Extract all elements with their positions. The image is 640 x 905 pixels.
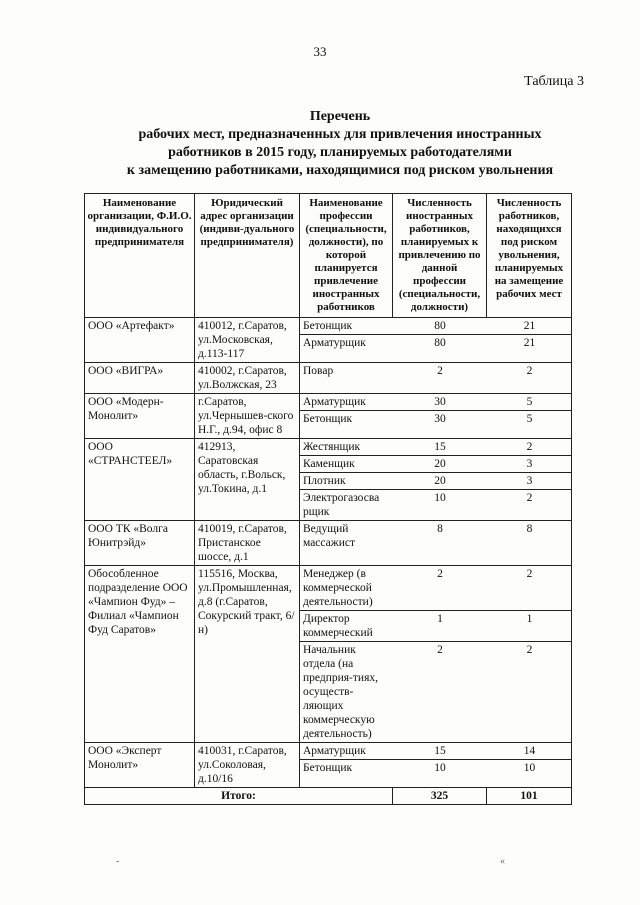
profession-name: Каменщик xyxy=(300,456,393,473)
profession-row xyxy=(300,318,572,335)
foreign-workers-count: 15 xyxy=(393,439,487,456)
total-replacement: 101 xyxy=(487,788,572,805)
profession-row xyxy=(300,566,572,611)
organization-name: ООО «СТРАНСТЕЕЛ» xyxy=(85,439,195,521)
total-label: Итого: xyxy=(85,788,393,805)
legal-address: 115516, Москва, ул.Промышленная, д.8 (г.Саратов, Сокурский тракт, 6/н) xyxy=(195,566,300,743)
profession-row xyxy=(300,760,572,777)
total-foreign: 325 xyxy=(393,788,487,805)
foreign-workers-count: 10 xyxy=(434,762,446,774)
legal-address: 410019, г.Саратов, Пристанское шоссе, д.1 xyxy=(195,521,300,566)
foreign-workers-count: 10 xyxy=(434,492,446,504)
profession-name: Повар xyxy=(303,365,334,377)
replacement-workers-count: 2 xyxy=(487,566,572,611)
profession-list xyxy=(300,521,572,566)
profession-name: Плотник xyxy=(300,473,393,490)
profession-row xyxy=(300,521,572,551)
foreign-workers-count: 1 xyxy=(393,611,487,642)
legal-address: 412913, Саратовская область, г.Вольск, ул.Токина, д.1 xyxy=(195,439,300,521)
foreign-workers-count: 2 xyxy=(437,365,443,377)
header-address: Юридический адрес организации (индиви-дуального предпринимателя) xyxy=(195,194,300,318)
foreign-workers-count: 20 xyxy=(393,456,487,473)
profession-row xyxy=(300,363,572,379)
foreign-workers-count: 80 xyxy=(393,318,487,335)
table-header-row xyxy=(85,194,572,318)
foreign-workers-count: 20 xyxy=(393,473,487,490)
replacement-workers-count: 8 xyxy=(526,523,533,535)
profession-row xyxy=(300,411,572,428)
table-row xyxy=(85,566,572,743)
replacement-workers-count: 1 xyxy=(487,611,572,642)
profession-name: Ведущий массажист xyxy=(303,523,355,549)
profession-name: Арматурщик xyxy=(300,394,393,411)
profession-list xyxy=(300,363,572,394)
profession-row xyxy=(300,611,572,642)
table-label: Таблица 3 xyxy=(524,74,584,89)
replacement-workers-count: 14 xyxy=(487,743,572,760)
table-row xyxy=(85,743,572,788)
foreign-workers-count: 30 xyxy=(393,394,487,411)
organization-name: ООО ТК «Волга Юнитрэйд» xyxy=(85,521,195,566)
header-profession: Наименование профессии (специальности, должности), по которой планируется привлечение иностранных работников xyxy=(300,194,393,318)
foreign-workers-count: 30 xyxy=(434,413,446,425)
profession-name: Менеджер (в коммерческой деятельности) xyxy=(300,566,393,611)
profession-row xyxy=(300,642,572,743)
replacement-workers-count: 5 xyxy=(487,394,572,411)
title-line: рабочих мест, предназначенных для привлечения иностранных xyxy=(138,127,542,142)
table-row xyxy=(85,439,572,521)
replacement-workers-count: 21 xyxy=(523,337,536,349)
foreign-workers-count: 8 xyxy=(437,523,443,535)
profession-row xyxy=(300,335,572,352)
replacement-workers-count: 2 xyxy=(526,492,533,504)
profession-name: Бетонщик xyxy=(303,762,353,774)
document-title xyxy=(60,108,620,180)
legal-address: 410031, г.Саратов, ул.Соколовая, д.10/16 xyxy=(195,743,300,788)
replacement-workers-count: 10 xyxy=(523,762,536,774)
table-row xyxy=(85,318,572,363)
foreign-workers-count: 80 xyxy=(434,337,446,349)
organization-name: ООО «Эксперт Монолит» xyxy=(85,743,195,788)
table-body xyxy=(85,318,572,788)
profession-name: Бетонщик xyxy=(303,413,353,425)
header-organization: Наименование организации, Ф.И.О. индивидуального предпринимателя xyxy=(85,194,195,318)
replacement-workers-count: 3 xyxy=(487,456,572,473)
total-row xyxy=(85,788,572,805)
profession-row xyxy=(300,456,572,473)
replacement-workers-count: 2 xyxy=(526,644,533,656)
table-row xyxy=(85,394,572,439)
profession-name: Бетонщик xyxy=(300,318,393,335)
replacement-workers-count: 3 xyxy=(487,473,572,490)
profession-list xyxy=(300,743,572,788)
profession-name: Электрогазосва рщик xyxy=(303,492,380,518)
profession-list xyxy=(300,318,572,363)
profession-list xyxy=(300,566,572,743)
profession-name: Директор коммерческий xyxy=(300,611,393,642)
profession-row xyxy=(300,439,572,456)
footer-mark: « xyxy=(500,856,505,867)
table-row xyxy=(85,521,572,566)
foreign-workers-count: 2 xyxy=(393,566,487,611)
organization-name: ООО «ВИГРА» xyxy=(85,363,195,394)
profession-name: Начальник отдела (на предприя-тиях, осуществ-ляющих коммерческую деятельность) xyxy=(303,644,378,740)
replacement-workers-count: 2 xyxy=(526,365,533,377)
legal-address: 410012, г.Саратов, ул.Московская, д.113-117 xyxy=(195,318,300,363)
organization-name: Обособленное подразделение ООО «Чампион Фуд» – Филиал «Чампион Фуд Саратов» xyxy=(85,566,195,743)
legal-address: 410002, г.Саратов, ул.Волжская, 23 xyxy=(195,363,300,394)
profession-list xyxy=(300,439,572,521)
table-row xyxy=(85,363,572,394)
workplaces-table xyxy=(84,193,572,805)
title-line: работников в 2015 году, планируемых работодателями xyxy=(168,145,512,160)
organization-name: ООО «Модерн-Монолит» xyxy=(85,394,195,439)
foreign-workers-count: 2 xyxy=(437,644,443,656)
title-line: Перечень xyxy=(309,109,371,124)
replacement-workers-count: 21 xyxy=(487,318,572,335)
header-foreign-count: Численность иностранных работников, планируемых к привлечению по данной профессии (специальности, должности) xyxy=(393,194,487,318)
replacement-workers-count: 5 xyxy=(526,413,533,425)
title-line: к замещению работниками, находящимися под риском увольнения xyxy=(126,163,554,178)
profession-row xyxy=(300,394,572,411)
profession-row xyxy=(300,473,572,490)
profession-name: Арматурщик xyxy=(303,337,366,349)
legal-address: г.Саратов, ул.Чернышев-ского Н.Г., д.94, офис 8 xyxy=(195,394,300,439)
header-replacement-count: Численность работников, находящихся под риском увольнения, планируемых на замещение рабочих мест xyxy=(487,194,572,318)
replacement-workers-count: 2 xyxy=(487,439,572,456)
organization-name: ООО «Артефакт» xyxy=(85,318,195,363)
profession-row xyxy=(300,490,572,521)
page-number: 33 xyxy=(313,44,327,59)
profession-name: Арматурщик xyxy=(300,743,393,760)
profession-name: Жестянщик xyxy=(300,439,393,456)
foreign-workers-count: 15 xyxy=(393,743,487,760)
profession-row xyxy=(300,743,572,760)
footer-mark: - xyxy=(116,856,120,867)
profession-list xyxy=(300,394,572,439)
